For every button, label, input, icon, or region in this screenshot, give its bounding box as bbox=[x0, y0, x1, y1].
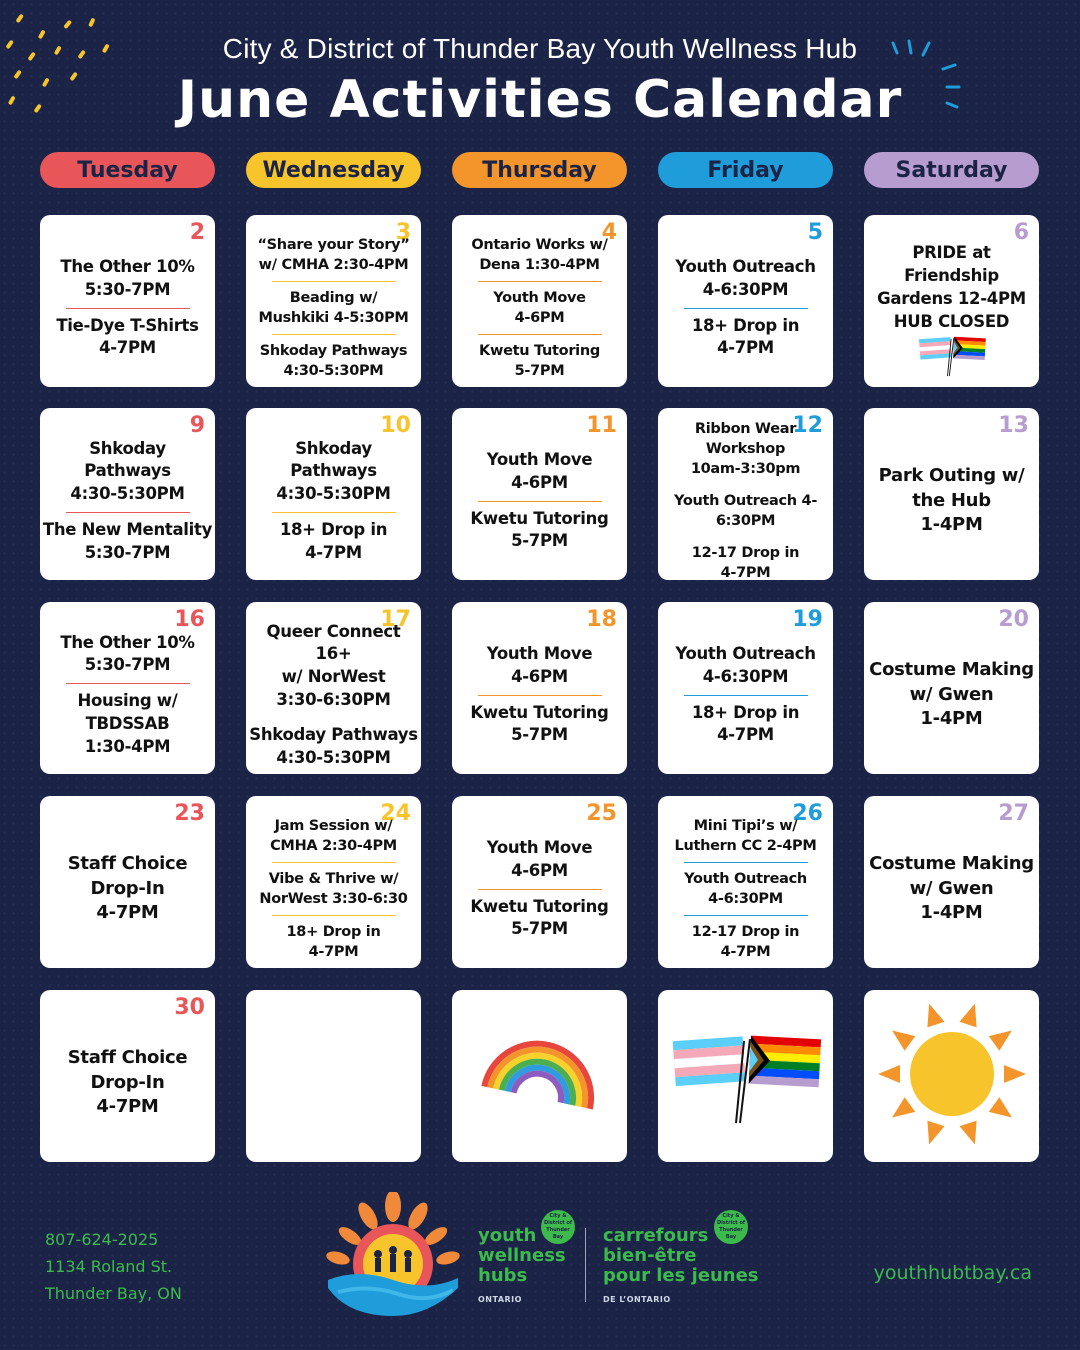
logo-text-french: carrefours bien-être pour les jeunes DE L’ONTARIO bbox=[603, 1225, 759, 1304]
sun-icon bbox=[877, 999, 1027, 1153]
logo-divider bbox=[585, 1228, 586, 1302]
date-number: 23 bbox=[174, 801, 205, 826]
event-divider bbox=[684, 862, 808, 863]
date-number: 13 bbox=[998, 413, 1029, 438]
calendar-cell-june-16 bbox=[40, 602, 215, 774]
calendar-cell-june-30 bbox=[40, 990, 215, 1162]
website-link[interactable]: youthhubtbay.ca bbox=[873, 1262, 1032, 1284]
calendar-cell-june-6 bbox=[864, 215, 1039, 387]
event-item: Mini Tipi’s w/ Luthern CC 2-4PM bbox=[674, 818, 817, 854]
city-badge-icon-fr: City & District of Thunder Bay bbox=[714, 1210, 748, 1244]
event-divider bbox=[684, 695, 808, 696]
calendar-cell-empty bbox=[658, 990, 833, 1162]
calendar-cell-june-26 bbox=[658, 796, 833, 968]
event-item: Staff Choice Drop-In 4-7PM bbox=[67, 1046, 188, 1118]
date-number: 26 bbox=[792, 801, 823, 826]
event-item: The Other 10% 5:30-7PM bbox=[60, 632, 195, 675]
city-badge-icon: City & District of Thunder Bay bbox=[541, 1210, 575, 1244]
event-item: Youth Outreach 4-6:30PM bbox=[675, 643, 816, 686]
calendar-cell-june-27 bbox=[864, 796, 1039, 968]
calendar-cell-june-17 bbox=[246, 602, 421, 774]
event-item: Kwetu Tutoring 5-7PM bbox=[479, 343, 600, 379]
event-divider bbox=[478, 281, 602, 282]
event-item: The Other 10% 5:30-7PM bbox=[60, 256, 195, 299]
event-item: Beading w/ Mushkiki 4-5:30PM bbox=[258, 290, 409, 326]
event-item: Costume Making w/ Gwen 1-4PM bbox=[869, 658, 1034, 730]
event-item: Jam Session w/ CMHA 2:30-4PM bbox=[270, 818, 397, 854]
event-item: Park Outing w/ the Hub 1-4PM bbox=[878, 464, 1025, 536]
calendar-cell-june-13 bbox=[864, 408, 1039, 580]
event-item: 18+ Drop in 4-7PM bbox=[691, 702, 800, 745]
date-number: 9 bbox=[189, 413, 205, 438]
event-item: Ribbon Wear Workshop 10am-3:30pm bbox=[690, 421, 801, 477]
event-item: Shkoday Pathways 4:30-5:30PM bbox=[259, 343, 408, 379]
date-number: 4 bbox=[601, 220, 617, 245]
event-item: Youth Move 4-6PM bbox=[493, 290, 586, 326]
event-item: Youth Move 4-6PM bbox=[486, 449, 593, 492]
event-item: Kwetu Tutoring 5-7PM bbox=[470, 702, 609, 745]
event-divider bbox=[272, 512, 396, 513]
event-item: Vibe & Thrive w/ NorWest 3:30-6:30 bbox=[259, 871, 408, 907]
day-header-wednesday: Wednesday bbox=[246, 152, 421, 188]
event-item: 12-17 Drop in 4-7PM bbox=[691, 924, 800, 960]
calendar-cell-june-19 bbox=[658, 602, 833, 774]
event-item: Youth Move 4-6PM bbox=[486, 837, 593, 880]
page-subtitle: City & District of Thunder Bay Youth Wellness Hub bbox=[222, 33, 858, 64]
event-item: Queer Connect 16+ w/ NorWest 3:30-6:30PM bbox=[266, 621, 401, 709]
event-item: 18+ Drop in 4-7PM bbox=[279, 519, 388, 562]
date-number: 11 bbox=[586, 413, 617, 438]
calendar-cell-june-9 bbox=[40, 408, 215, 580]
date-number: 27 bbox=[998, 801, 1029, 826]
event-divider bbox=[272, 862, 396, 863]
address-line-1: 1134 Roland St. bbox=[45, 1257, 173, 1276]
event-divider bbox=[684, 915, 808, 916]
date-number: 10 bbox=[380, 413, 411, 438]
date-number: 20 bbox=[998, 607, 1029, 632]
date-number: 3 bbox=[395, 220, 411, 245]
event-item: Kwetu Tutoring 5-7PM bbox=[470, 896, 609, 939]
date-number: 2 bbox=[189, 220, 205, 245]
address-line-2: Thunder Bay, ON bbox=[45, 1284, 182, 1303]
event-item: 18+ Drop in 4-7PM bbox=[286, 924, 381, 960]
pride-flags-icon bbox=[916, 345, 988, 363]
event-item: 18+ Drop in 4-7PM bbox=[691, 315, 800, 358]
calendar-cell-june-24 bbox=[246, 796, 421, 968]
calendar-cell-june-2 bbox=[40, 215, 215, 387]
calendar-cell-empty bbox=[246, 990, 421, 1162]
event-item: Shkoday Pathways 4:30-5:30PM bbox=[276, 438, 391, 504]
calendar-cell-june-23 bbox=[40, 796, 215, 968]
calendar-cell-june-4 bbox=[452, 215, 627, 387]
event-item: 12-17 Drop in 4-7PM bbox=[691, 545, 800, 580]
event-item: Staff Choice Drop-In 4-7PM bbox=[67, 852, 188, 924]
date-number: 17 bbox=[380, 607, 411, 632]
event-divider bbox=[66, 683, 190, 684]
event-item: Ontario Works w/ Dena 1:30-4PM bbox=[471, 237, 608, 273]
event-item: Tie-Dye T-Shirts 4-7PM bbox=[56, 315, 199, 358]
rainbow-icon bbox=[480, 1034, 600, 1118]
youth-hub-logo-icon bbox=[318, 1192, 468, 1320]
event-divider bbox=[66, 512, 190, 513]
event-divider bbox=[684, 308, 808, 309]
event-item: Kwetu Tutoring 5-7PM bbox=[470, 508, 609, 551]
calendar-cell-empty bbox=[452, 990, 627, 1162]
calendar-cell-empty bbox=[864, 990, 1039, 1162]
date-number: 6 bbox=[1013, 220, 1029, 245]
calendar-cell-june-20 bbox=[864, 602, 1039, 774]
event-divider bbox=[66, 308, 190, 309]
event-divider bbox=[478, 501, 602, 502]
event-divider bbox=[272, 915, 396, 916]
calendar-cell-june-12 bbox=[658, 408, 833, 580]
page-title: June Activities Calendar bbox=[177, 70, 903, 130]
event-item: Shkoday Pathways 4:30-5:30PM bbox=[70, 438, 185, 504]
event-item: Youth Outreach 4-6:30PM bbox=[684, 871, 807, 907]
date-number: 19 bbox=[792, 607, 823, 632]
event-item: The New Mentality 5:30-7PM bbox=[42, 519, 213, 562]
event-item: Costume Making w/ Gwen 1-4PM bbox=[869, 852, 1034, 924]
date-number: 18 bbox=[586, 607, 617, 632]
date-number: 5 bbox=[807, 220, 823, 245]
event-item: Youth Move 4-6PM bbox=[486, 643, 593, 686]
event-item: Housing w/ TBDSSAB 1:30-4PM bbox=[77, 691, 178, 756]
event-item: Youth Outreach 4-6:30PM bbox=[675, 256, 816, 299]
day-header-saturday: Saturday bbox=[864, 152, 1039, 188]
date-number: 25 bbox=[586, 801, 617, 826]
event-item: Shkoday Pathways 4:30-5:30PM bbox=[249, 724, 418, 767]
logo-text-english: youth wellness hubs ONTARIO bbox=[478, 1225, 566, 1304]
calendar-cell-june-5 bbox=[658, 215, 833, 387]
event-divider bbox=[272, 334, 396, 335]
date-number: 30 bbox=[174, 995, 205, 1020]
event-divider bbox=[478, 889, 602, 890]
day-header-friday: Friday bbox=[658, 152, 833, 188]
calendar-cell-june-18 bbox=[452, 602, 627, 774]
day-header-tuesday: Tuesday bbox=[40, 152, 215, 188]
day-header-thursday: Thursday bbox=[452, 152, 627, 188]
contact-info bbox=[45, 1226, 182, 1307]
event-item: “Share your Story” w/ CMHA 2:30-4PM bbox=[257, 237, 410, 273]
event-divider bbox=[478, 695, 602, 696]
event-divider bbox=[478, 334, 602, 335]
phone-number: 807-624-2025 bbox=[45, 1230, 159, 1249]
date-number: 24 bbox=[380, 801, 411, 826]
event-divider bbox=[272, 281, 396, 282]
event-item: PRIDE at Friendship Gardens 12-4PM HUB CLOSED bbox=[877, 243, 1026, 331]
calendar-cell-june-3 bbox=[246, 215, 421, 387]
date-number: 16 bbox=[174, 607, 205, 632]
calendar-cell-june-25 bbox=[452, 796, 627, 968]
date-number: 12 bbox=[792, 413, 823, 438]
pride-flags-icon bbox=[666, 1019, 826, 1133]
calendar-cell-june-11 bbox=[452, 408, 627, 580]
event-item: Youth Outreach 4- 6:30PM bbox=[673, 493, 818, 529]
calendar-cell-june-10 bbox=[246, 408, 421, 580]
